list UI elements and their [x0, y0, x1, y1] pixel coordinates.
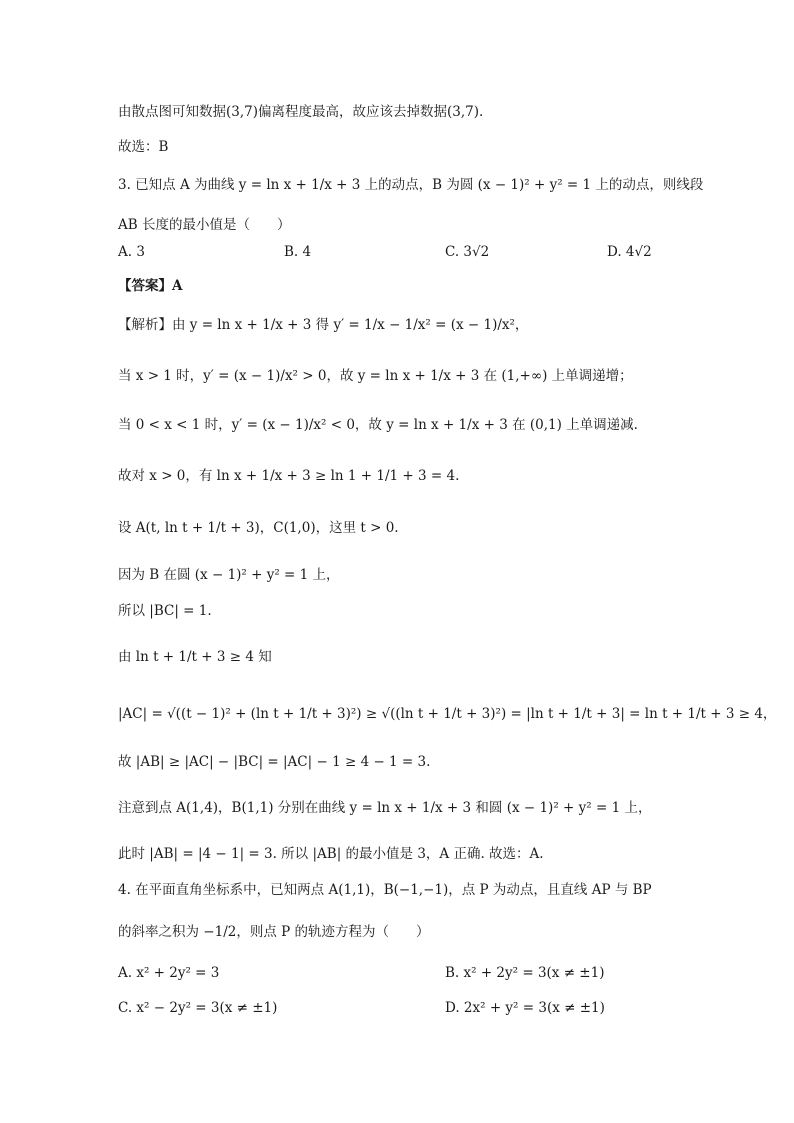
question-4-stem-cont: 的斜率之积为 −1/2，则点 P 的轨迹方程为（ ）	[118, 924, 430, 940]
solution-line-3: 当 0 < x < 1 时，y′ = (x − 1)/x² < 0，故 y = ln x + 1/x + 3 在 (0,1) 上单调递减.	[118, 417, 638, 433]
q4-option-d: D. 2x² + y² = 3(x ≠ ±1)	[445, 1000, 605, 1016]
solution-line-10: 故 |AB| ≥ |AC| − |BC| = |AC| − 1 ≥ 4 − 1 = 3.	[118, 754, 431, 770]
q3-option-c: C. 3√2	[445, 244, 490, 260]
question-3-stem: 3. 已知点 A 为曲线 y = ln x + 1/x + 3 上的动点，B 为圆 (x − 1)² + y² = 1 上的动点，则线段	[118, 177, 704, 193]
solution-line-8: 由 ln t + 1/t + 3 ≥ 4 知	[118, 649, 272, 665]
q4-option-a: A. x² + 2y² = 3	[118, 965, 220, 981]
text-line-2: 故选：B	[118, 139, 169, 155]
question-3-stem-cont: AB 长度的最小值是（ ）	[118, 217, 291, 233]
solution-line-7: 所以 |BC| = 1.	[118, 603, 212, 619]
solution-line-9: |AC| = √((t − 1)² + (ln t + 1/t + 3)²) ≥ √((ln t + 1/t + 3)²) = |ln t + 1/t + 3| = ln t + 1/t + 3 ≥ 4，	[118, 706, 777, 722]
solution-line-5: 设 A(t, ln t + 1/t + 3)，C(1,0)，这里 t > 0.	[118, 520, 399, 536]
solution-line-6: 因为 B 在圆 (x − 1)² + y² = 1 上，	[118, 567, 340, 583]
solution-line-12: 此时 |AB| = |4 − 1| = 3. 所以 |AB| 的最小值是 3，A 正确. 故选：A.	[118, 846, 544, 862]
q3-option-a: A. 3	[118, 244, 145, 260]
answer-label: 【答案】A	[118, 278, 183, 294]
q3-option-b: B. 4	[284, 244, 312, 260]
solution-line-1: 【解析】由 y = ln x + 1/x + 3 得 y′ = 1/x − 1/x² = (x − 1)/x²，	[118, 317, 529, 333]
solution-line-2: 当 x > 1 时，y′ = (x − 1)/x² > 0，故 y = ln x + 1/x + 3 在 (1,+∞) 上单调递增；	[118, 368, 633, 384]
q3-option-d: D. 4√2	[607, 244, 652, 260]
solution-line-4: 故对 x > 0，有 ln x + 1/x + 3 ≥ ln 1 + 1/1 + 3 = 4.	[118, 468, 460, 484]
question-4-stem: 4. 在平面直角坐标系中，已知两点 A(1,1)，B(−1,−1)，点 P 为动点，且直线 AP 与 BP	[118, 882, 652, 898]
q4-option-b: B. x² + 2y² = 3(x ≠ ±1)	[445, 965, 605, 981]
q4-option-c: C. x² − 2y² = 3(x ≠ ±1)	[118, 1000, 278, 1016]
text-line-1: 由散点图可知数据(3,7)偏离程度最高，故应该去掉数据(3,7).	[118, 104, 484, 120]
solution-line-11: 注意到点 A(1,4)，B(1,1) 分别在曲线 y = ln x + 1/x + 3 和圆 (x − 1)² + y² = 1 上，	[118, 800, 652, 816]
